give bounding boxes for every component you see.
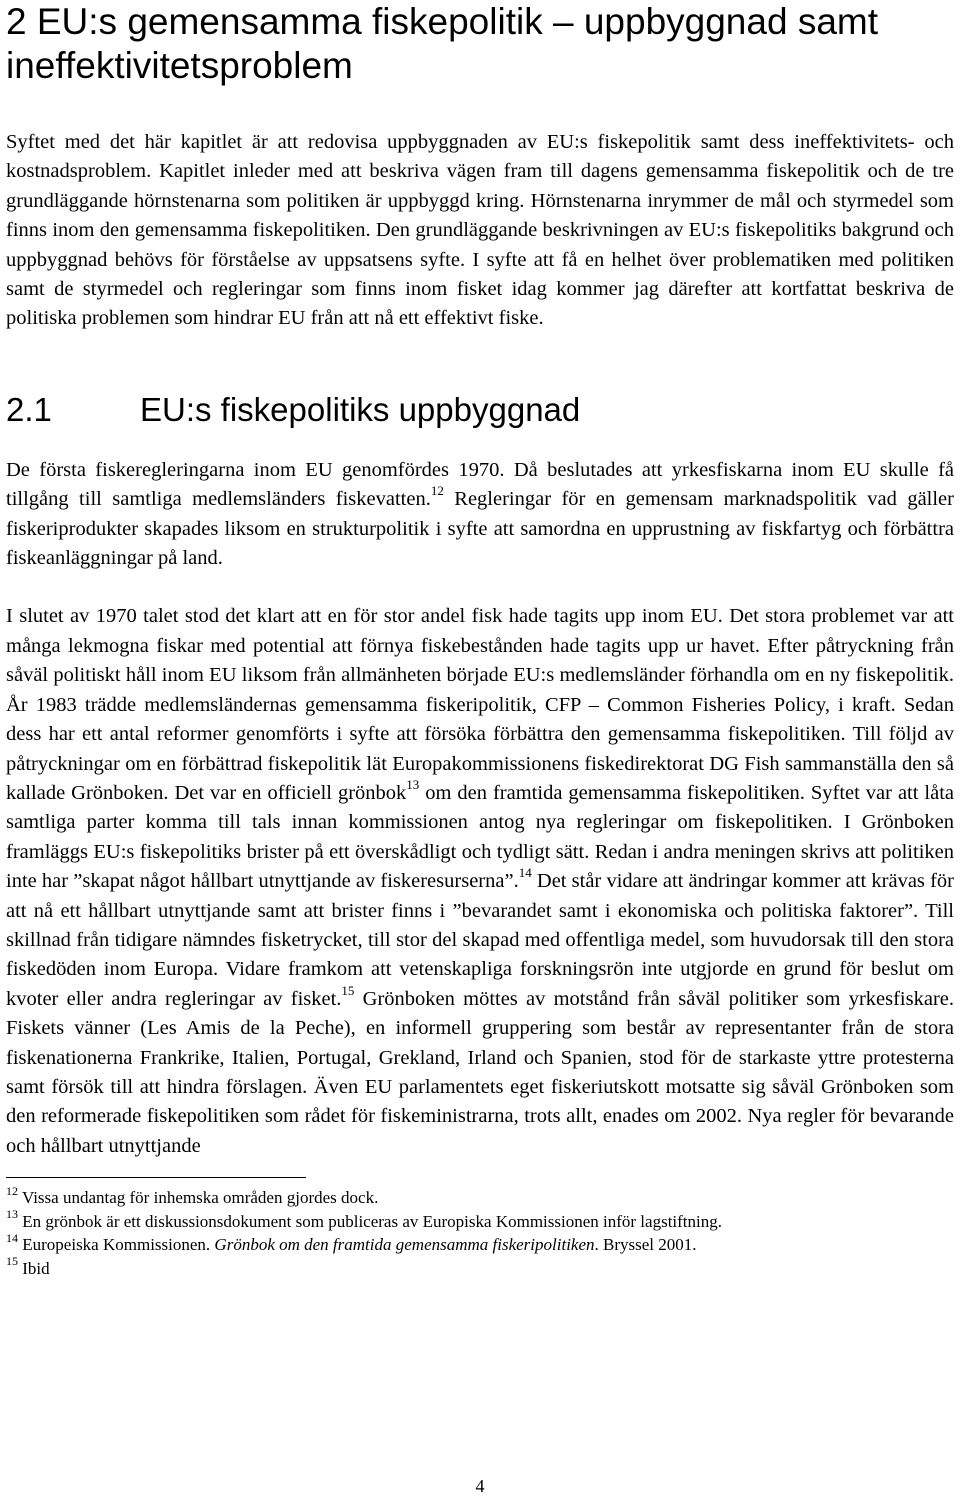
- document-page: [6, 0, 954, 1280]
- footnote-text: . Bryssel 2001.: [594, 1235, 697, 1255]
- footnote-text: Vissa undantag för inhemska områden gjordes dock.: [21, 1188, 379, 1208]
- footnotes: [6, 1183, 954, 1280]
- paragraph-1: [6, 456, 954, 574]
- footnote: [6, 1207, 954, 1234]
- footnote-ref-15[interactable]: 15: [341, 982, 355, 998]
- paragraph-2-text-a: I slutet av 1970 talet stod det klart att en för stor andel fisk hade tagits upp inom EU. Det stora problemet var att många lekmogna fiskar med potential att förnya fiskebestånden hade tagits upp ur havet. Efter påtryckning från såväl politiskt håll inom EU liksom från allmänheten började EU:s medlemsländer förhandla om en ny fiskepolitik. År 1983 trädde medlemsländernas gemensamma fiskeripolitik, CFP – Common Fisheries Policy, i kraft. Sedan dess har ett antal reformer genomförts i syfte att försöka förbättra den gemensamma fiskepolitiken. Till följd av påtryckningar om en förbättrad fiskepolitik lät Europakommissionens fiskedirektorat DG Fish sammanställa den så kallade Grönboken. Det var en officiell grönbok: [6, 605, 954, 804]
- paragraph-1-text-a: De första fiskeregleringarna inom EU genomfördes 1970. Då beslutades att yrkesfiskarna inom EU skulle få tillgång till samtliga medlemsländers fiskevatten.: [6, 458, 954, 511]
- footnote-text: Europeiska Kommissionen.: [22, 1235, 215, 1255]
- paragraph-2-text-b: om den framtida gemensamma fiskepolitiken. Syftet var att låta samtliga parter komma till tals innan kommissionen antog nya regleringar om fiskepolitiken. I Grönboken framläggs EU:s fiskepolitiks brister på ett överskådligt och tydligt sätt. Redan i andra meningen skrivs att politiken inte har ”skapat något hållbart utnyttjande av fiskeresurserna”.: [6, 781, 954, 893]
- chapter-heading: 2 EU:s gemensamma fiskepolitik – uppbyggnad samt ineffektivitetsproblem: [6, 1, 878, 86]
- footnote-number: 15: [6, 1254, 18, 1269]
- footnote-ref-12[interactable]: 12: [430, 483, 444, 499]
- footnote-number: 14: [6, 1230, 18, 1245]
- intro-paragraph: Syftet med det här kapitlet är att redovisa uppbyggnaden av EU:s fiskepolitik samt dess ineffektivitets- och kostnadsproblem. Kapitlet inleder med att beskriva vägen fram till dagens gemensamma fiskepolitik och de tre grundläggande hörnstenarna som politiken är uppbyggd kring. Hörnstenarna inrymmer de mål och styrmedel som finns inom den gemensamma fiskepolitiken. Den grundläggande beskrivningen av EU:s fiskepolitiks bakgrund och uppbyggnad behövs för förståelse av uppsatsens syfte. I syfte att få en helhet över problematiken med politiken samt de styrmedel och regleringar som finns inom fisket idag kommer jag därefter att kortfattat beskriva de politiska problemen som hindrar EU från att nå ett effektivt fiske.: [6, 131, 954, 330]
- footnote-number: 12: [6, 1183, 18, 1198]
- footnote-title-italic: Grönbok om den framtida gemensamma fiskeripolitiken: [214, 1235, 595, 1255]
- paragraph-2-text-d: Grönboken möttes av motstånd från såväl politiker som yrkesfiskare. Fiskets vänner (Les Amis de la Peche), en informell gruppering som består av representanter från de stora fiskenationerna Frankrike, Italien, Portugal, Grekland, Irland och Spanien, stod för de starkaste yttre protesterna samt försök till att hindra förslagen. Även EU parlamentets eget fiskeriutskott motsatte sig såväl Grönboken som den reformerade fiskepolitiken som rådet för fiskeministrarna, trots allt, enades om 2002. Nya regler för bevarande och hållbart utnyttjande: [6, 987, 954, 1157]
- section-number: 2.1: [6, 390, 52, 428]
- section-title: EU:s fiskepolitiks uppbyggnad: [140, 390, 581, 428]
- paragraph-2: [6, 602, 954, 1161]
- section-heading: [6, 390, 954, 430]
- footnote-ref-14[interactable]: 14: [518, 865, 532, 881]
- footnote: [6, 1230, 954, 1257]
- footnote-divider: [6, 1177, 306, 1178]
- footnote-ref-13[interactable]: 13: [406, 777, 420, 793]
- paragraph-2-text-c: Det står vidare att ändringar kommer att krävas för att nå ett hållbart utnyttjande samt att brister finns i ”bevarandet samt i ekonomiska och politiska faktorer”. Till skillnad från tidigare nämndes fisketrycket, till stor del skapad med offentliga medel, som huvudorsak till den stora fiskedöden inom Europa. Vidare framkom att vetenskapliga forskningsrön inte utgjorde en grund för beslut om kvoter eller andra regleringar av fisket.: [6, 870, 954, 1010]
- footnote-text: En grönbok är ett diskussionsdokument som publiceras av Europiska Kommissionen inför lagstiftning.: [22, 1211, 722, 1231]
- page-number: 4: [475, 1476, 485, 1496]
- footnote-text: Ibid: [22, 1258, 50, 1278]
- footnote-number: 13: [6, 1207, 18, 1222]
- footnote: [6, 1183, 954, 1210]
- footnote: [6, 1254, 954, 1281]
- paragraph-1-text-b: Regleringar för en gemensam marknadspolitik vad gäller fiskeriprodukter skapades liksom en strukturpolitik i syfte att samordna en upprustning av fiskfartyg och förbättra fiskeanläggningar på land.: [6, 488, 954, 570]
